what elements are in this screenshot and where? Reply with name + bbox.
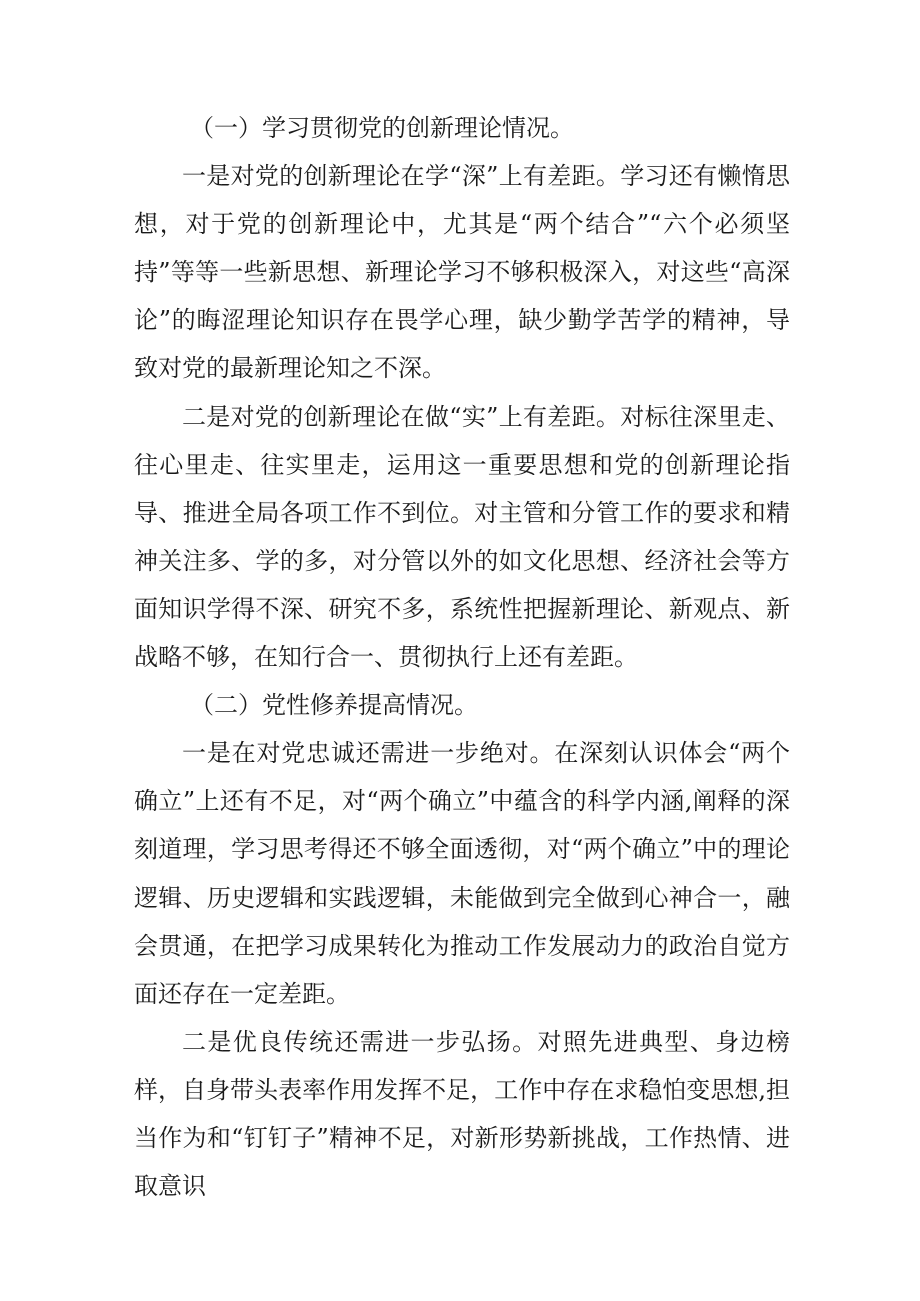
paragraph-3: 一是在对党忠诚还需进一步绝对。在深刻认识体会“两个确立”上还有不足，对“两个确立”中蕴含的科学内涵,阐释的深刻道理，学习思考得还不够全面透彻，对“两个确立”中的理论逻辑、历史逻辑和实践逻辑，未能做到完全做到心神合一，融会贯通，在把学习成果转化为推动工作发展动力的政治自觉方面还存在一定差距。 bbox=[134, 739, 790, 1008]
section-heading-2: （二）党性修养提高情况。 bbox=[190, 691, 478, 720]
paragraph-1: 一是对党的创新理论在学“深”上有差距。学习还有懒惰思想，对于党的创新理论中，尤其是“两个结合”“六个必须坚持”等等一些新思想、新理论学习不够积极深入，对这些“高深论”的晦涩理论知识存在畏学心理，缺少勤学苦学的精神，导致对党的最新理论知之不深。 bbox=[134, 162, 790, 383]
document-body bbox=[134, 104, 790, 1210]
section-heading-1: （一）学习贯彻党的创新理论情况。 bbox=[190, 114, 574, 142]
paragraph-2: 二是对党的创新理论在做“实”上有差距。对标往深里走、往心里走、往实里走，运用这一重要思想和党的创新理论指导、推进全局各项工作不到位。对主管和分管工作的要求和精神关注多、学的多，对分管以外的如文化思想、经济社会等方面知识学得不深、研究不多，系统性把握新理论、新观点、新战略不够，在知行合一、贯彻执行上还有差距。 bbox=[134, 402, 790, 672]
paragraph-4: 二是优良传统还需进一步弘扬。对照先进典型、身边榜样，自身带头表率作用发挥不足，工作中存在求稳怕变思想,担当作为和“钉钉子”精神不足，对新形势新挑战，工作热情、进取意识 bbox=[134, 1027, 790, 1201]
